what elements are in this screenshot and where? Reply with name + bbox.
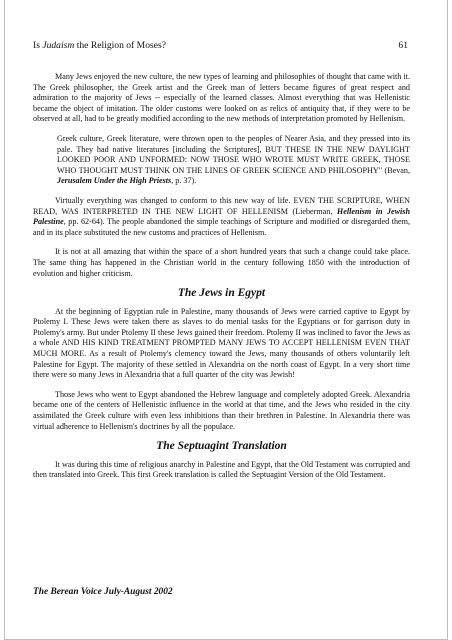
page-number: 61: [398, 40, 408, 51]
running-footer: The Berean Voice July-August 2002: [33, 587, 173, 597]
citation-title: Hellenism in Jewish Palestine: [33, 206, 410, 227]
paragraph: It was during this time of religious anarchy in Palestine and Egypt, that the Old Testament was corrupted and then translated into Greek. This first Greek translation is called the Septuagint Version of the Old Testament.: [33, 459, 410, 480]
running-header: [33, 40, 408, 51]
header-title: Is Judaism the Religion of Moses?: [33, 40, 166, 51]
paragraph: Those Jews who went to Egypt abandoned the Hebrew language and completely adopted Greek. Alexandria became one of the centers of Hellenistic influence in the world at that time, and the Jews who resided in the city assimilated the Greek culture with even less inhibitions than their brethren in Palestine. In Alexandria there was virtual adherence to Hellenism's doctrines by all the populace.: [33, 389, 410, 431]
section-heading: The Jews in Egypt: [177, 287, 266, 300]
paragraph: It is not at all amazing that within the space of a short hundred years that such a change could take place. The same thing has happened in the Christian world in the century following 1850 with the introduction of evolution and higher criticism.: [33, 247, 410, 278]
citation-title: Jerusalem Under the High Priests: [57, 176, 172, 186]
section-heading: The Septuagint Translation: [156, 440, 287, 453]
article-body: [33, 72, 410, 490]
block-quote: Greek culture, Greek literature, were thrown open to the peoples of Nearer Asia, and they pressed into its pale. They had native literatures [including the Scriptures], BUT THESE IN THE NEW DAYLIGHT LOOKED POOR AND UNFORMED: NOW THOSE WHO WROTE MUST WRITE GREEK, THOSE WHO THOUGHT MUST THINK ON THE LINES OF GREEK SCIENCE AND PHILOSOPHY" (Bevan, Jerusalem Under the High Priests, p. 37).: [57, 133, 410, 186]
paragraph: Many Jews enjoyed the new culture, the new types of learning and philosophies of thought that came with it. The Greek philosopher, the Greek artist and the Greek man of letters became figures of great respect and admiration to the majority of Jews -- especially of the learned classes. Almost everything that was Hellenistic became the object of imitation. The older customs were looked on as relics of antiquity that, if they were to be observed at all, had to be greatly modified according to the new methods of interpretation promoted by Hellenism.: [33, 72, 410, 124]
paragraph: Virtually everything was changed to conform to this new way of life. EVEN THE SCRIPTURE, WHEN READ, WAS INTERPRETED IN THE NEW LIGHT OF HELLENISM (Lieberman, Hellenism in Jewish Palestine, pp. 62-64). The people abandoned the simple teachings of Scripture and modified or disregarded them, and in its place substituted the new customs and practices of Hellenism.: [33, 195, 410, 237]
paragraph: At the beginning of Egyptian rule in Palestine, many thousands of Jews were carried captive to Egypt by Ptolemy I. These Jews were taken there as slaves to do menial tasks for the Egyptians or for garrison duty in Ptolemy's army. But under Ptolemy II these Jews gained their freedom. Ptolemy II was inclined to favor the Jews as a whole AND HIS KIND TREATMENT PROMPTED MANY JEWS TO ACCEPT HELLENISM EVEN THAT MUCH MORE. As a result of Ptolemy's clemency toward the Jews, many thousands of others voluntarily left Palestine for Egypt. The majority of these settled in Alexandria on the north coast of Egypt. In a very short time there were so many Jews in Alexandria that a full quarter of the city was Jewish!: [33, 306, 410, 380]
